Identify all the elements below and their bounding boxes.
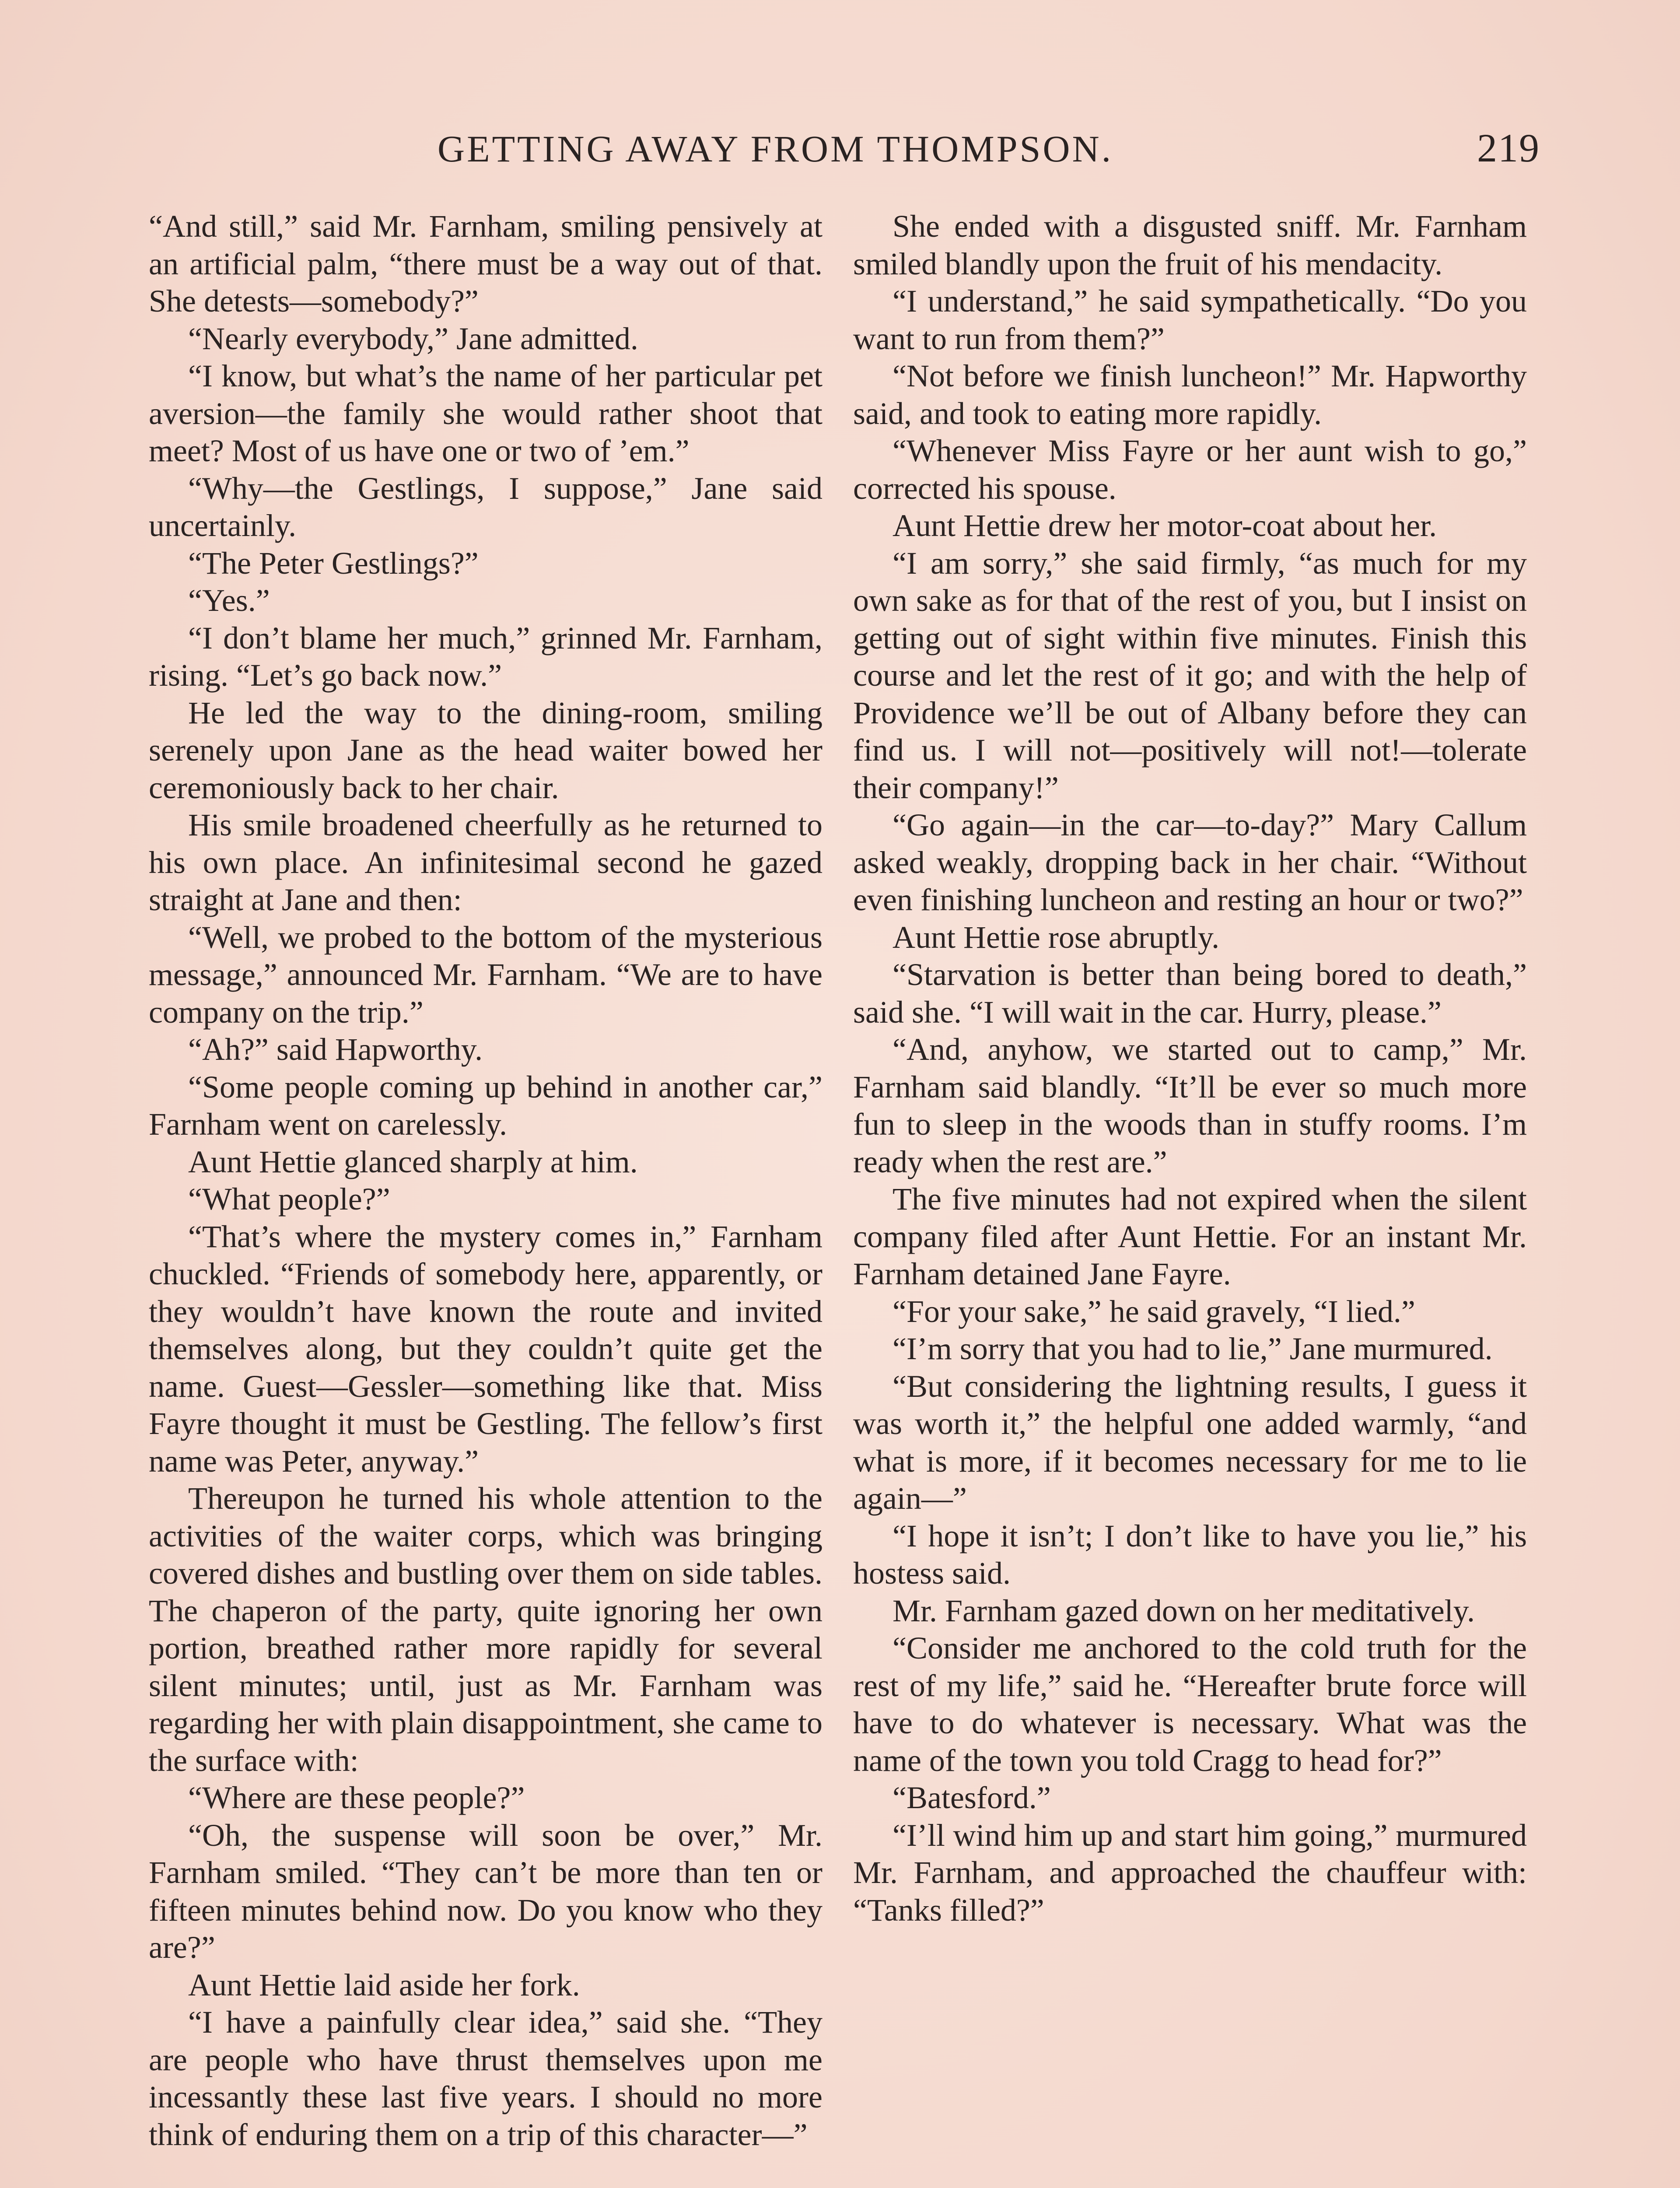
paragraph: Aunt Hettie glanced sharply at him.: [188, 1144, 638, 1179]
paragraph: “That’s where the mystery comes in,” Farnham chuckled. “Friends of somebody here, apparently, or they wouldn’t have known the route and invited themselves along, but they couldn’t quite get the name. Guest—Gessler—something like that. Miss Fayre thought it must be Gestling. The fellow’s first name was Peter, anyway.”: [149, 1219, 822, 1479]
paragraph: “Oh, the suspense will soon be over,” Mr. Farnham smiled. “They can’t be more than ten or fifteen minutes behind now. Do you know who they are?”: [149, 1817, 822, 1965]
paragraph: “Where are these people?”: [188, 1780, 525, 1815]
paragraph: Thereupon he turned his whole attention to the activities of the waiter corps, which was bringing covered dishes and bustling over them on side tables. The chaperon of the party, quite ignoring her own portion, breathed rather more rapidly for several silent minutes; until, just as Mr. Farnham was regarding her with plain disappointment, she came to the surface with:: [149, 1481, 822, 1778]
paragraph: “Why—the Gestlings, I suppose,” Jane said uncertainly.: [149, 470, 822, 543]
paragraph: Aunt Hettie rose abruptly.: [892, 919, 1220, 955]
paragraph: “Go again—in the car—to-day?” Mary Callum asked weakly, dropping back in her chair. “Without even finishing luncheon and resting an hour or two?”: [853, 807, 1527, 917]
paragraph: “I hope it isn’t; I don’t like to have you lie,” his hostess said.: [853, 1518, 1527, 1591]
paragraph: “Nearly everybody,” Jane admitted.: [188, 321, 638, 356]
paragraph: His smile broadened cheerfully as he returned to his own place. An infinitesimal second he gazed straight at Jane and then:: [149, 807, 822, 917]
paragraph: “The Peter Gestlings?”: [188, 545, 479, 581]
paragraph: “I’m sorry that you had to lie,” Jane murmured.: [892, 1331, 1493, 1366]
paragraph: “What people?”: [188, 1182, 390, 1217]
paragraph: She ended with a disgusted sniff. Mr. Farnham smiled blandly upon the fruit of his mendacity.: [853, 209, 1527, 281]
paragraph: “Whenever Miss Fayre or her aunt wish to go,” corrected his spouse.: [853, 433, 1527, 506]
paragraph: Aunt Hettie laid aside her fork.: [188, 1967, 580, 2002]
paragraph: “I’ll wind him up and start him going,” murmured Mr. Farnham, and approached the chauffeur with: “Tanks filled?”: [853, 1817, 1527, 1928]
paragraph: The five minutes had not expired when the silent company filed after Aunt Hettie. For an instant Mr. Farnham detained Jane Fayre.: [853, 1182, 1527, 1291]
paragraph: “Some people coming up behind in another car,” Farnham went on carelessly.: [149, 1069, 822, 1142]
left-column: [149, 208, 822, 2153]
page-number: 219: [1477, 126, 1540, 170]
paragraph: “I understand,” he said sympathetically. “Do you want to run from them?”: [853, 284, 1527, 356]
paragraph: “I don’t blame her much,” grinned Mr. Farnham, rising. “Let’s go back now.”: [149, 620, 822, 693]
paragraph: “Consider me anchored to the cold truth for the rest of my life,” said he. “Hereafter brute force will have to do whatever is necessary. What was the name of the town you told Cragg to head for?”: [853, 1630, 1527, 1778]
paragraph: “And, anyhow, we started out to camp,” Mr. Farnham said blandly. “It’ll be ever so much more fun to sleep in the woods than in stuffy rooms. I’m ready when the rest are.”: [853, 1032, 1527, 1179]
running-header: [438, 125, 1540, 171]
paragraph: “I know, but what’s the name of her particular pet aversion—the family she would rather shoot that meet? Most of us have one or two of ’em.”: [149, 358, 822, 468]
paragraph: “For your sake,” he said gravely, “I lied.”: [892, 1294, 1415, 1329]
paragraph: “Ah?” said Hapworthy.: [188, 1032, 483, 1067]
paragraph: “I have a painfully clear idea,” said she. “They are people who have thrust themselves upon me incessantly these last five years. I should no more think of enduring them on a trip of this character—”: [149, 2005, 822, 2152]
paragraph: “Batesford.”: [892, 1780, 1051, 1815]
paragraph: He led the way to the dining-room, smiling serenely upon Jane as the head waiter bowed her ceremoniously back to her chair.: [149, 695, 822, 805]
paragraph: “And still,” said Mr. Farnham, smiling pensively at an artificial palm, “there must be a way out of that. She detests—somebody?”: [149, 209, 822, 319]
paragraph: “But considering the lightning results, I guess it was worth it,” the helpful one added warmly, “and what is more, if it becomes necessary for me to lie again—”: [853, 1368, 1527, 1516]
paragraph: “Well, we probed to the bottom of the mysterious message,” announced Mr. Farnham. “We are to have company on the trip.”: [149, 919, 822, 1030]
paragraph: Mr. Farnham gazed down on her meditatively.: [892, 1593, 1475, 1628]
paragraph: “I am sorry,” she said firmly, “as much for my own sake as for that of the rest of you, but I insist on getting out of sight within five minutes. Finish this course and let the rest of it go; and with the help of Providence we’ll be out of Albany before they can find us. I will not—positively will not!—tolerate their company!”: [853, 545, 1527, 805]
paragraph: “Starvation is better than being bored to death,” said she. “I will wait in the car. Hurry, please.”: [853, 957, 1527, 1030]
paragraph: “Yes.”: [188, 583, 270, 618]
running-title: GETTING AWAY FROM THOMPSON.: [438, 128, 1113, 170]
right-column: [853, 208, 1527, 1929]
paragraph: “Not before we finish luncheon!” Mr. Hapworthy said, and took to eating more rapidly.: [853, 358, 1527, 431]
paragraph: Aunt Hettie drew her motor-coat about her.: [892, 508, 1437, 543]
